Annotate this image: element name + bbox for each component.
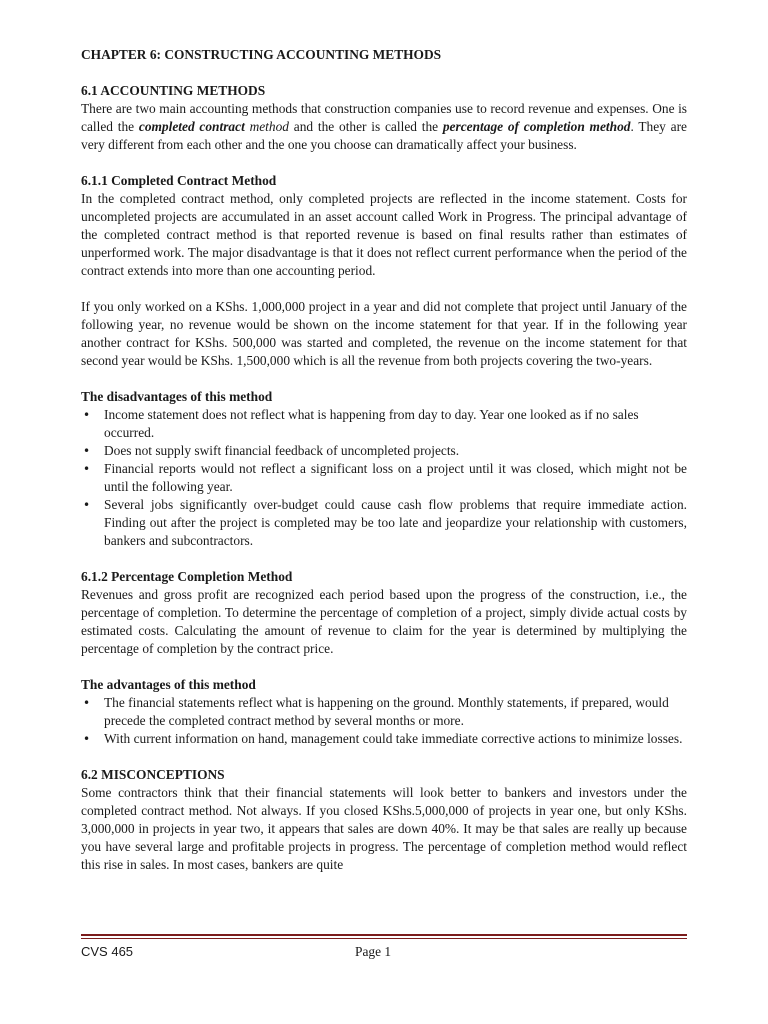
footer-course-code: CVS 465 xyxy=(81,944,134,959)
completed-contract-example xyxy=(81,298,687,370)
list-item: • The financial statements reflect what is happening on the ground. Monthly statements, if prepared, would precede the completed contract method by several months or more. xyxy=(81,694,687,730)
disadvantages-heading: The disadvantages of this method xyxy=(81,389,273,404)
section-6-1-heading: 6.1 ACCOUNTING METHODS xyxy=(81,83,266,98)
section-6-1-1-heading: 6.1.1 Completed Contract Method xyxy=(81,173,277,188)
section-6-1-intro xyxy=(81,100,687,154)
disadvantages-list xyxy=(81,406,687,550)
section-6-1-1 xyxy=(81,172,687,280)
list-item: • Financial reports would not reflect a significant loss on a project until it was closed, which might not be until the following year. xyxy=(81,460,687,496)
intro-emphasis-completed-contract: completed contract xyxy=(138,119,245,134)
completed-contract-paragraph-2: If you only worked on a KShs. 1,000,000 project in a year and did not complete that project until January of the following year, no revenue would be shown on the income statement for that year. If in the following year another contract for KShs. 500,000 was started and completed, the revenue on the income statement for that second year would be KShs. 1,500,000 which is all the revenue from both projects covering the two-years. xyxy=(81,299,687,368)
intro-emphasis-method: method xyxy=(244,119,289,134)
list-item: • Does not supply swift financial feedback of uncompleted projects. xyxy=(81,442,687,460)
section-6-1 xyxy=(81,82,687,154)
footer-page-number: Page 1 xyxy=(355,944,392,959)
intro-text-f: . They are very different from each other and the one you choose can dramatically affect your business. xyxy=(81,119,687,152)
list-item: • Several jobs significantly over-budget could cause cash flow problems that require immediate action. Finding out after the project is completed may be too late and jeopardize your relationship with customers, bankers and subcontractors. xyxy=(81,496,687,550)
footer-rule-thin xyxy=(81,938,687,939)
section-6-2-heading: 6.2 MISCONCEPTIONS xyxy=(81,767,225,782)
footer-rule-thick xyxy=(81,934,687,936)
chapter-title: CHAPTER 6: CONSTRUCTING ACCOUNTING METHODS xyxy=(81,47,442,62)
percentage-completion-paragraph: Revenues and gross profit are recognized each period based upon the progress of the construction, i.e., the percentage of completion. To determine the percentage of completion of a project, simply divide actual costs by estimated costs. Calculating the amount of revenue to claim for the year is determined by multiplying the percentage of completion by the contract price. xyxy=(81,587,687,656)
advantages-heading: The advantages of this method xyxy=(81,677,256,692)
section-6-1-2-heading: 6.1.2 Percentage Completion Method xyxy=(81,569,293,584)
intro-text-a: There are two main accounting methods that construction companies use to record revenue and expenses. One is called the xyxy=(81,101,687,134)
completed-contract-paragraph-1: In the completed contract method, only completed projects are reflected in the income statement. Costs for uncompleted projects are accumulated in an asset account called Work in Progress. The principal advantage of the completed contract method is that reported revenue is based on final results rather than estimates of unperformed work. The major disadvantage is that it does not reflect current performance when the period of the contract extends into more than one accounting period. xyxy=(81,191,687,278)
advantages-list xyxy=(81,694,687,748)
advantages-block xyxy=(81,676,687,748)
section-6-1-2 xyxy=(81,568,687,658)
section-6-2 xyxy=(81,766,687,874)
misconceptions-paragraph: Some contractors think that their financial statements will look better to bankers and investors under the completed contract method. Not always. If you closed KShs.5,000,000 of projects in year one, but only KShs. 3,000,000 in projects in year two, it appears that sales are down 40%. It may be that sales are really up because you have several large and profitable projects in progress. The percentage of completion method would reflect this rise in sales. In most cases, bankers are quite xyxy=(81,785,687,872)
disadvantages-block xyxy=(81,388,687,550)
intro-emphasis-percentage: percentage of completion method xyxy=(442,119,631,134)
list-item: • With current information on hand, management could take immediate corrective actions to minimize losses. xyxy=(81,730,687,748)
page-content xyxy=(81,46,687,874)
intro-text-d: and the other is called the xyxy=(289,119,443,134)
list-item: • Income statement does not reflect what is happening from day to day. Year one looked as if no sales occurred. xyxy=(81,406,687,442)
